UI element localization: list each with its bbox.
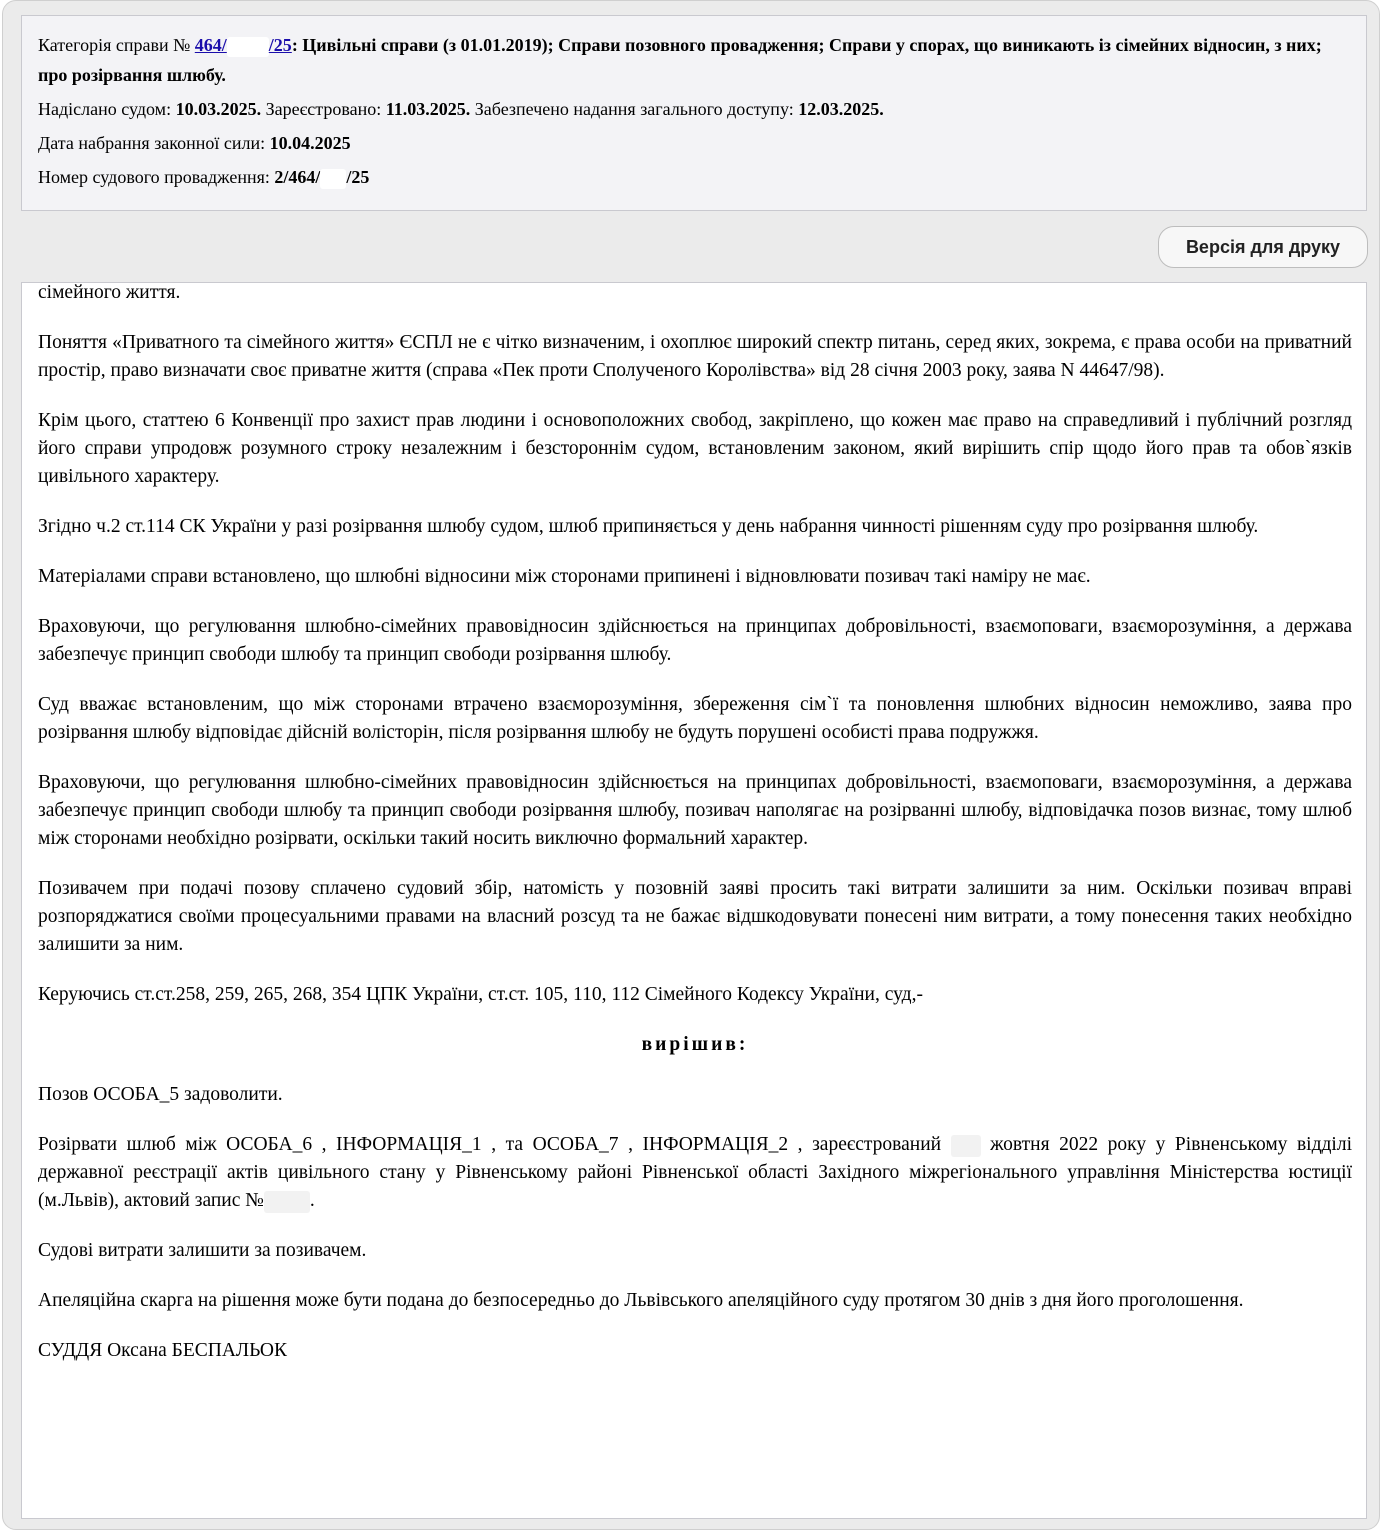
paragraph: Враховуючи, що регулювання шлюбно-сімейних правовідносин здійснюється на принципах добровільності, взаємоповаги, взаєморозуміння, а держава забезпечує принцип свободи шлюбу та принцип свободи розірвання шлюбу, позивач наполягає на розірванні шлюбу, відповідачка позов визнає, тому шлюб між сторонами необхідно розірвати, оскільки такий носить виключно формальний характер. — [38, 772, 1352, 849]
paragraph: Позивачем при подачі позову сплачено судовий збір, натомість у позовній заяві просить такі витрати залишити за ним. Оскільки позивач вправі розпоряджатися своїми процесуальними правами на власний розсуд та не бажає відшкодовувати понесені ним витрати, а тому понесення таких необхідно залишити за ним. — [38, 878, 1352, 955]
case-category-line — [38, 30, 1350, 90]
page-frame — [2, 0, 1380, 1530]
proceeding-number-line — [38, 162, 1350, 192]
paragraph: сімейного життя. — [38, 282, 181, 303]
ruling-paragraph: Розірвати шлюб між ОСОБА_6 , ІНФОРМАЦІЯ_1 , та ОСОБА_7 , ІНФОРМАЦІЯ_2 , зареєстрований жовтня 2022 року у Рівненському відділі державної реєстрації актів цивільного стану у Рівненському районі Рівненської області Західного міжрегіонального управління Міністерства юстиції (м.Львів), актовий запис № . — [38, 1134, 1353, 1211]
print-version-button[interactable]: Версія для друку — [1158, 226, 1368, 268]
effective-date: 10.04.2025 — [269, 133, 351, 153]
paragraph: Враховуючи, що регулювання шлюбно-сімейних правовідносин здійснюється на принципах добровільності, взаємоповаги, взаєморозуміння, а держава забезпечує принцип свободи шлюбу та принцип свободи розірвання шлюбу. — [38, 616, 1352, 665]
redacted-date — [951, 1135, 981, 1157]
judge-signature: СУДДЯ Оксана БЕСПАЛЬОК — [38, 1340, 287, 1361]
ruling-paragraph: Позов ОСОБА_5 задоволити. — [38, 1084, 283, 1105]
proceeding-label: Номер судового провадження: — [38, 167, 270, 187]
paragraph: Крім цього, статтею 6 Конвенції про захист прав людини і основоположних свобод, закріплено, що кожен має право на справедливий і публічний розгляд його справи упродовж розумного строку незалежним і безстороннім судом, встановленим законом, який вирішить спір щодо його прав та обов`язків цивільного характеру. — [38, 410, 1352, 487]
case-category-text: : Цивільні справи (з 01.01.2019); Справи позовного провадження; Справи у спорах, що виникають із сімейних відносин, з них; про розірвання шлюбу. — [38, 35, 1322, 85]
registered-date: 11.03.2025. — [385, 99, 471, 119]
redacted-proceeding-number — [320, 169, 346, 189]
decided-heading: вирішив: — [641, 1034, 749, 1055]
paragraph: Суд вважає встановленим, що між сторонами втрачено взаєморозуміння, збереження сім`ї та поновлення шлюбних відносин неможливо, заява про розірвання шлюбу відповідає дійсній волісторін, після розірвання шлюбу не будуть порушені особисті права подружжя. — [38, 694, 1352, 743]
registered-label: Зареєстровано: — [265, 99, 382, 119]
paragraph: Керуючись ст.ст.258, 259, 265, 268, 354 ЦПК України, ст.ст. 105, 110, 112 Сімейного Кодексу України, суд,- — [38, 984, 923, 1005]
paragraph: Згідно ч.2 ст.114 СК України у разі розірвання шлюбу судом, шлюб припиняється у день набрання чинності рішенням суду про розірвання шлюбу. — [38, 516, 1259, 537]
paragraph: Поняття «Приватного та сімейного життя» ЄСПЛ не є чітко визначеним, і охоплює широкий спектр питань, серед яких, зокрема, є права особи на приватний простір, право визначати своє приватне життя (справа «Пек проти Сполученого Королівства» від 28 січня 2003 року, заява N 44647/98). — [38, 332, 1352, 381]
ruling-paragraph: Судові витрати залишити за позивачем. — [38, 1240, 367, 1261]
access-date: 12.03.2025. — [798, 99, 884, 119]
effective-date-line — [38, 128, 1350, 158]
case-category-label: Категорія справи № — [38, 35, 191, 55]
case-dates-line — [38, 94, 1350, 124]
sent-date: 10.03.2025. — [175, 99, 262, 119]
effective-label: Дата набрання законної сили: — [38, 133, 266, 153]
case-info-box — [21, 15, 1367, 211]
access-label: Забезпечено надання загального доступу: — [474, 99, 794, 119]
proceeding-number: 2/464/ /25 — [274, 167, 370, 187]
case-number-link[interactable]: 464/ /25 — [194, 35, 292, 55]
redacted-case-number — [227, 37, 269, 57]
appeal-paragraph: Апеляційна скарга на рішення може бути подана до безпосередньо до Львівського апеляційного суду протягом 30 днів з дня його проголошення. — [38, 1290, 1244, 1311]
paragraph: Матеріалами справи встановлено, що шлюбні відносини між сторонами припинені і відновлювати позивач такі наміру не має. — [38, 566, 1091, 587]
document-text — [21, 282, 1367, 1519]
redacted-record-number — [264, 1191, 310, 1213]
sent-label: Надіслано судом: — [38, 99, 172, 119]
